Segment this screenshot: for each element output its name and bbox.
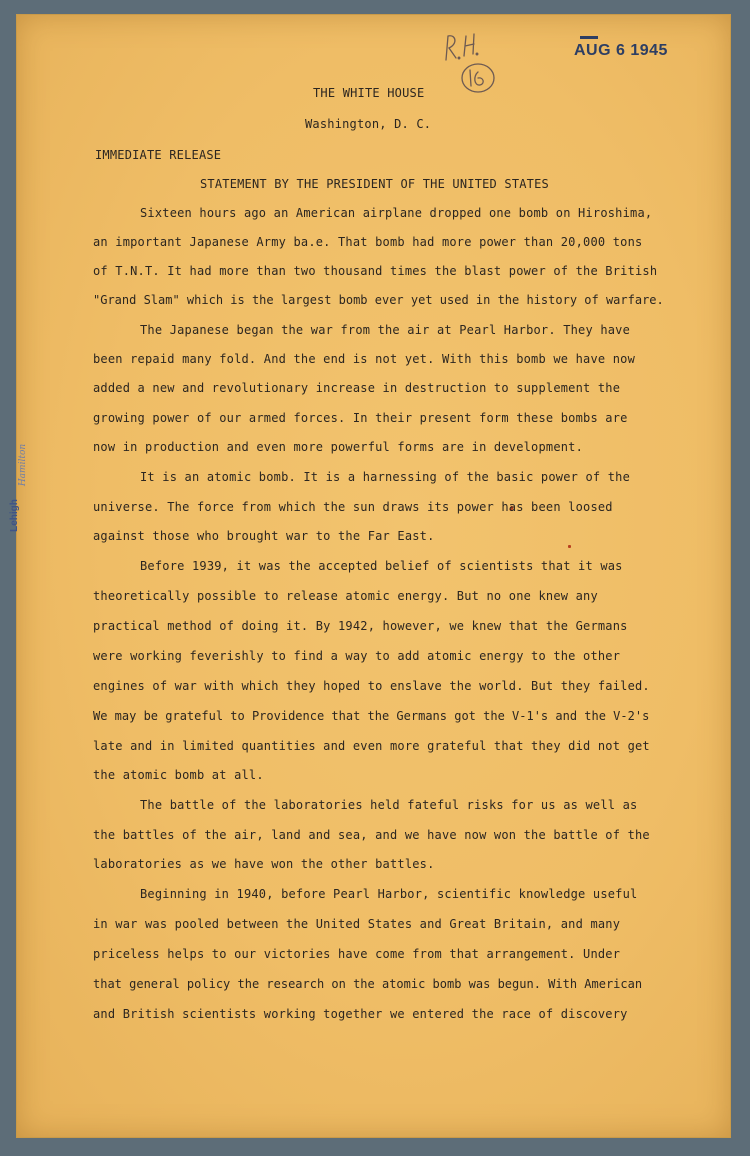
body-line: growing power of our armed forces. In their present form these bombs are bbox=[93, 411, 628, 425]
body-line: Beginning in 1940, before Pearl Harbor, scientific knowledge useful bbox=[140, 887, 638, 901]
body-line: and British scientists working together we entered the race of discovery bbox=[93, 1007, 628, 1021]
stamp-bar bbox=[580, 36, 598, 39]
ink-speck bbox=[568, 545, 571, 548]
body-line: the battles of the air, land and sea, and we have now won the battle of the bbox=[93, 828, 650, 842]
body-line: We may be grateful to Providence that the Germans got the V-1's and the V-2's bbox=[93, 709, 650, 723]
stamp-label: Lehigh bbox=[8, 499, 20, 532]
body-line: of T.N.T. It had more than two thousand times the blast power of the British bbox=[93, 264, 658, 278]
body-line: added a new and revolutionary increase in destruction to supplement the bbox=[93, 381, 621, 395]
body-line: against those who brought war to the Far East. bbox=[93, 529, 435, 543]
body-line: universe. The force from which the sun draws its power has been loosed bbox=[93, 500, 613, 514]
body-line: were working feverishly to find a way to add atomic energy to the other bbox=[93, 649, 621, 663]
body-line: The battle of the laboratories held fateful risks for us as well as bbox=[140, 798, 638, 812]
body-line: an important Japanese Army ba.e. That bomb had more power than 20,000 tons bbox=[93, 235, 643, 249]
stamp-signature: Hamilton bbox=[18, 443, 29, 487]
body-line: laboratories as we have won the other battles. bbox=[93, 857, 435, 871]
body-line: been repaid many fold. And the end is not yet. With this bomb we have now bbox=[93, 352, 635, 366]
margin-library-stamp bbox=[8, 440, 50, 550]
body-line: The Japanese began the war from the air at Pearl Harbor. They have bbox=[140, 323, 631, 337]
header-location: Washington, D. C. bbox=[305, 117, 432, 131]
header-title: THE WHITE HOUSE bbox=[313, 86, 425, 100]
body-line: in war was pooled between the United States and Great Britain, and many bbox=[93, 917, 621, 931]
body-line: practical method of doing it. By 1942, however, we knew that the Germans bbox=[93, 619, 628, 633]
statement-heading: STATEMENT BY THE PRESIDENT OF THE UNITED STATES bbox=[200, 177, 549, 191]
body-line: engines of war with which they hoped to enslave the world. But they failed. bbox=[93, 679, 650, 693]
received-date-stamp bbox=[574, 42, 668, 60]
body-line: priceless helps to our victories have come from that arrangement. Under bbox=[93, 947, 621, 961]
body-line: the atomic bomb at all. bbox=[93, 768, 264, 782]
body-line: late and in limited quantities and even more grateful that they did not get bbox=[93, 739, 650, 753]
body-line: theoretically possible to release atomic energy. But no one knew any bbox=[93, 589, 598, 603]
release-label: IMMEDIATE RELEASE bbox=[95, 148, 222, 162]
stamp-date-text: AUG 6 1945 bbox=[574, 42, 668, 59]
body-line: that general policy the research on the atomic bomb was begun. With American bbox=[93, 977, 643, 991]
body-line: It is an atomic bomb. It is a harnessing of the basic power of the bbox=[140, 470, 631, 484]
body-line: Before 1939, it was the accepted belief of scientists that it was bbox=[140, 559, 623, 573]
body-line: now in production and even more powerful forms are in development. bbox=[93, 440, 584, 454]
body-line: Sixteen hours ago an American airplane dropped one bomb on Hiroshima, bbox=[140, 206, 653, 220]
handwritten-annotation bbox=[440, 30, 500, 100]
body-line: "Grand Slam" which is the largest bomb ever yet used in the history of warfare. bbox=[93, 293, 664, 307]
